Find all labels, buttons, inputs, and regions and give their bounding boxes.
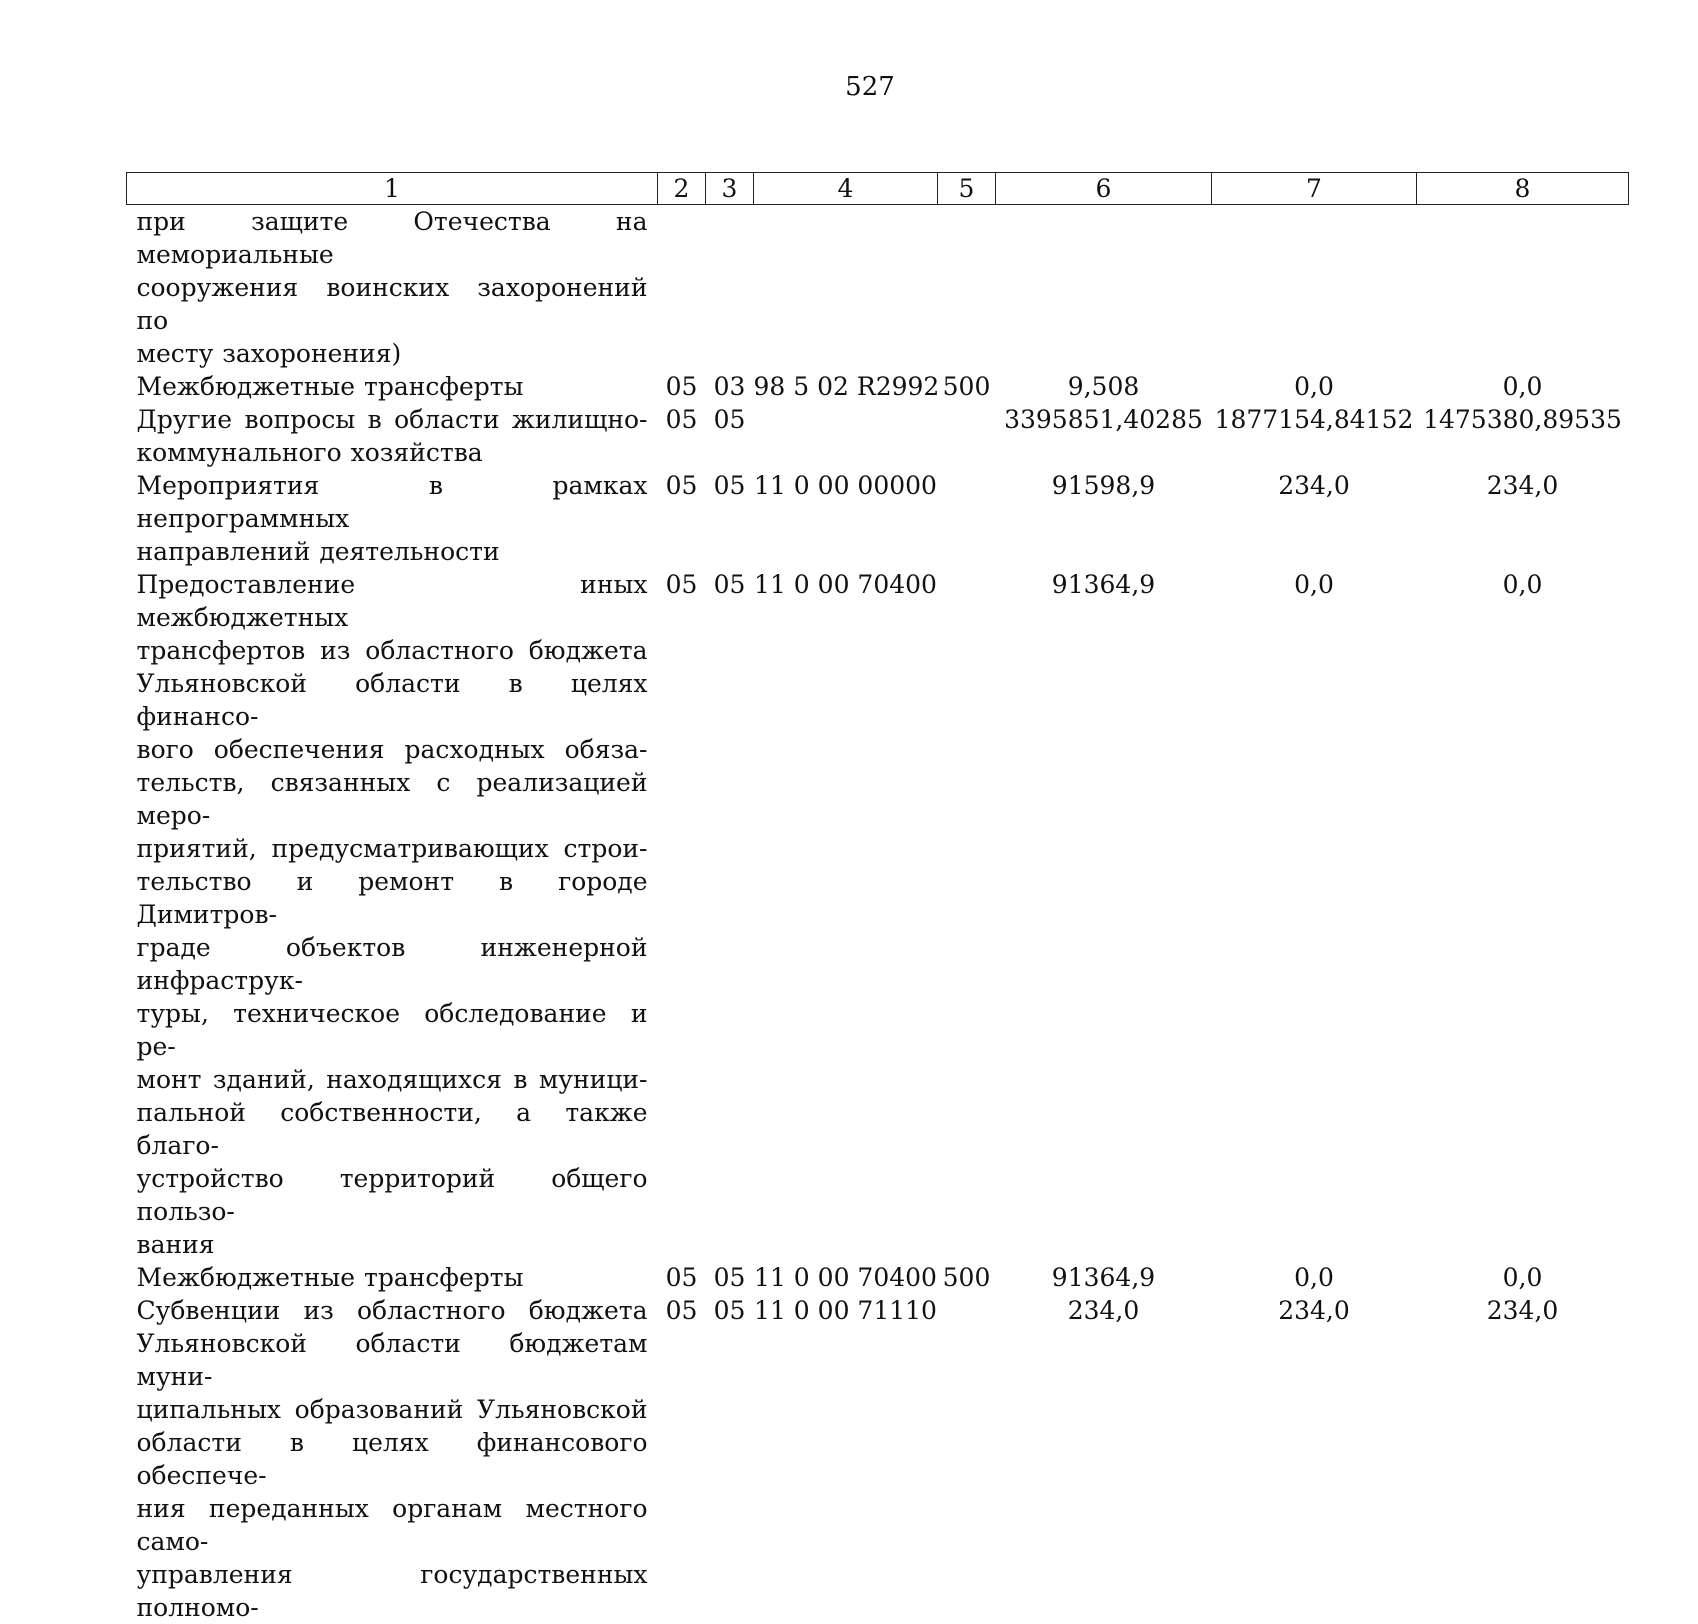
description-line: при защите Отечества на мемориальные: [137, 205, 648, 271]
row-description: [127, 370, 658, 403]
description-line: тельство и ремонт в городе Димитров-: [137, 865, 648, 931]
amount-col-7: 234,0: [1212, 469, 1417, 568]
description-line: Другие вопросы в области жилищно-: [137, 403, 648, 436]
expense-type-code: [938, 568, 996, 1261]
table-row: [127, 370, 1629, 403]
amount-col-7: 0,0: [1212, 1261, 1417, 1294]
table-row: [127, 1261, 1629, 1294]
row-description: [127, 1261, 658, 1294]
subsection-code: 05: [706, 1261, 754, 1294]
amount-col-6: [996, 205, 1212, 371]
subsection-code: 05: [706, 1294, 754, 1624]
table-body: [127, 205, 1629, 1624]
expense-type-code: [938, 469, 996, 568]
amount-col-6: 91598,9: [996, 469, 1212, 568]
table-header: [127, 173, 1629, 205]
section-code: [658, 205, 706, 371]
section-code: 05: [658, 568, 706, 1261]
description-line: Ульяновской области в целях финансо-: [137, 667, 648, 733]
description-line: ния переданных органам местного само-: [137, 1492, 648, 1558]
description-line: ципальных образований Ульяновской: [137, 1393, 648, 1426]
amount-col-8: 0,0: [1417, 1261, 1629, 1294]
header-col-4: 4: [754, 173, 938, 205]
header-col-7: 7: [1212, 173, 1417, 205]
amount-col-8: 0,0: [1417, 568, 1629, 1261]
description-line: Ульяновской области бюджетам муни-: [137, 1327, 648, 1393]
header-row: [127, 173, 1629, 205]
subsection-code: 05: [706, 403, 754, 469]
target-article-code: 11 0 00 71110: [754, 1294, 938, 1624]
description-line: туры, техническое обследование и ре-: [137, 997, 648, 1063]
amount-col-7: 234,0: [1212, 1294, 1417, 1624]
header-col-1: 1: [127, 173, 658, 205]
expense-type-code: [938, 403, 996, 469]
description-line: монт зданий, находящихся в муници-: [137, 1063, 648, 1096]
amount-col-6: 9,508: [996, 370, 1212, 403]
budget-table: [126, 172, 1629, 1624]
description-line: области в целях финансового обеспече-: [137, 1426, 648, 1492]
expense-type-code: 500: [938, 370, 996, 403]
header-col-2: 2: [658, 173, 706, 205]
target-article-code: 98 5 02 R2992: [754, 370, 938, 403]
expense-type-code: 500: [938, 1261, 996, 1294]
table-row: [127, 403, 1629, 469]
table-row: [127, 568, 1629, 1261]
amount-col-8: [1417, 205, 1629, 371]
section-code: 05: [658, 469, 706, 568]
description-line: Субвенции из областного бюджета: [137, 1294, 648, 1327]
subsection-code: [706, 205, 754, 371]
amount-col-7: 0,0: [1212, 568, 1417, 1261]
description-line: пальной собственности, а также благо-: [137, 1096, 648, 1162]
description-line: приятий, предусматривающих строи-: [137, 832, 648, 865]
description-line: Мероприятия в рамках непрограммных: [137, 469, 648, 535]
amount-col-8: 1475380,89535: [1417, 403, 1629, 469]
expense-type-code: [938, 205, 996, 371]
section-code: 05: [658, 1294, 706, 1624]
description-line: направлений деятельности: [137, 535, 648, 568]
target-article-code: [754, 205, 938, 371]
row-description: [127, 205, 658, 371]
amount-col-6: 3395851,40285: [996, 403, 1212, 469]
amount-col-7: [1212, 205, 1417, 371]
subsection-code: 05: [706, 568, 754, 1261]
page-number: 527: [0, 72, 1698, 102]
row-description: [127, 568, 658, 1261]
table-row: [127, 469, 1629, 568]
description-line: сооружения воинских захоронений по: [137, 271, 648, 337]
description-line: вого обеспечения расходных обяза-: [137, 733, 648, 766]
description-line: управления государственных полномо-: [137, 1558, 648, 1624]
table-row: [127, 205, 1629, 371]
amount-col-8: 0,0: [1417, 370, 1629, 403]
section-code: 05: [658, 370, 706, 403]
expense-type-code: [938, 1294, 996, 1624]
description-line: трансфертов из областного бюджета: [137, 634, 648, 667]
amount-col-7: 0,0: [1212, 370, 1417, 403]
amount-col-6: 234,0: [996, 1294, 1212, 1624]
description-line: устройство территорий общего пользо-: [137, 1162, 648, 1228]
target-article-code: [754, 403, 938, 469]
row-description: [127, 469, 658, 568]
header-col-3: 3: [706, 173, 754, 205]
amount-col-6: 91364,9: [996, 1261, 1212, 1294]
header-col-6: 6: [996, 173, 1212, 205]
section-code: 05: [658, 403, 706, 469]
amount-col-6: 91364,9: [996, 568, 1212, 1261]
description-line: месту захоронения): [137, 337, 648, 370]
amount-col-8: 234,0: [1417, 469, 1629, 568]
header-col-8: 8: [1417, 173, 1629, 205]
description-line: граде объектов инженерной инфраструк-: [137, 931, 648, 997]
description-line: Предоставление иных межбюджетных: [137, 568, 648, 634]
target-article-code: 11 0 00 00000: [754, 469, 938, 568]
target-article-code: 11 0 00 70400: [754, 1261, 938, 1294]
subsection-code: 03: [706, 370, 754, 403]
row-description: [127, 403, 658, 469]
description-line: Межбюджетные трансферты: [137, 370, 648, 403]
amount-col-8: 234,0: [1417, 1294, 1629, 1624]
header-col-5: 5: [938, 173, 996, 205]
target-article-code: 11 0 00 70400: [754, 568, 938, 1261]
amount-col-7: 1877154,84152: [1212, 403, 1417, 469]
description-line: Межбюджетные трансферты: [137, 1261, 648, 1294]
section-code: 05: [658, 1261, 706, 1294]
description-line: коммунального хозяйства: [137, 436, 648, 469]
row-description: [127, 1294, 658, 1624]
subsection-code: 05: [706, 469, 754, 568]
description-line: тельств, связанных с реализацией меро-: [137, 766, 648, 832]
table-row: [127, 1294, 1629, 1624]
description-line: вания: [137, 1228, 648, 1261]
